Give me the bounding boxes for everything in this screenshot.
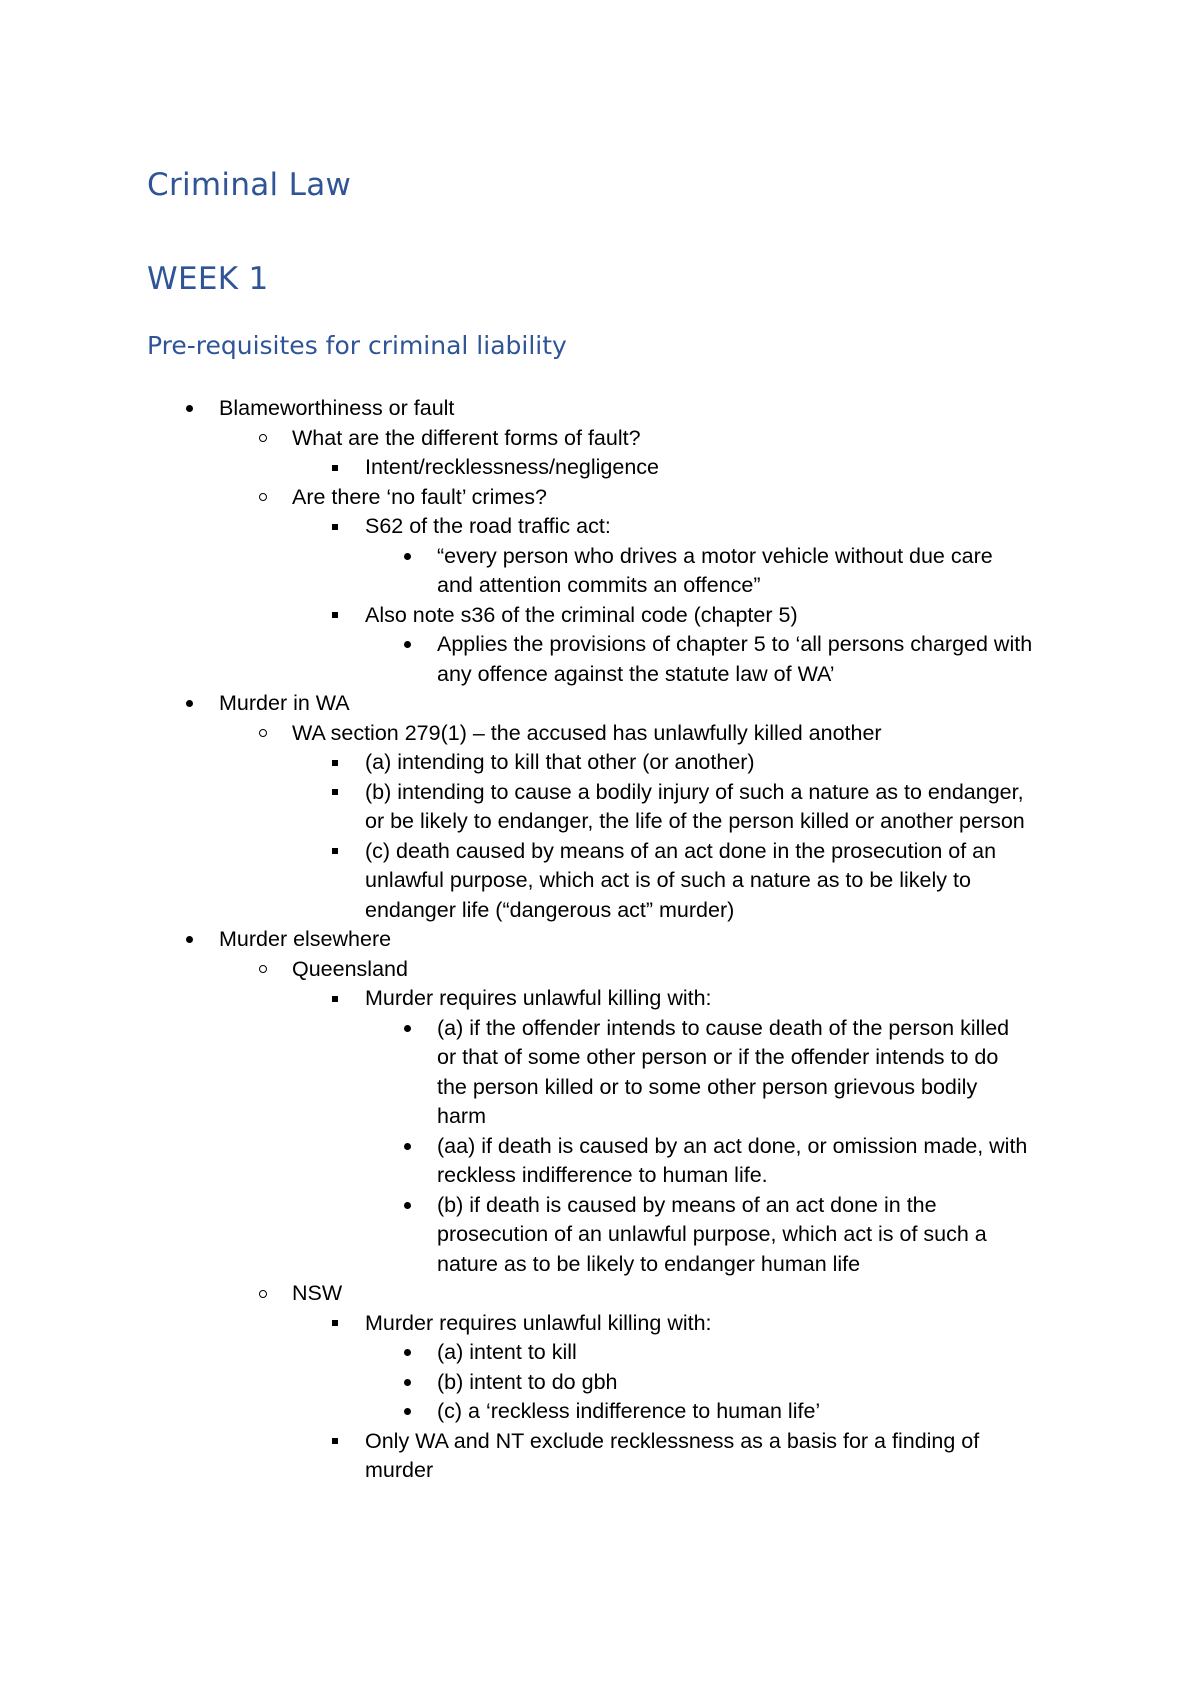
bullet-dot-icon <box>401 1338 413 1368</box>
list-item: (c) death caused by means of an act done in the prosecution of an unlawful purpose, which act is of such a nature as to be likely to endanger life (“dangerous act” murder) <box>0 837 1200 926</box>
list-item: Murder elsewhere <box>0 925 1200 955</box>
bullet-dot-icon <box>401 1014 413 1044</box>
list-item: (b) if death is caused by means of an act done in the prosecution of an unlawful purpose, which act is of such a nature as to be likely to endanger human life <box>0 1191 1200 1280</box>
list-item: (a) intent to kill <box>0 1338 1200 1368</box>
bullet-dot-icon <box>401 1397 413 1427</box>
bullet-square-icon <box>329 1309 341 1339</box>
list-item: (b) intent to do gbh <box>0 1368 1200 1398</box>
bullet-dot-icon <box>401 542 413 572</box>
list-item: Murder requires unlawful killing with: <box>0 984 1200 1014</box>
bullet-dot-icon <box>401 630 413 660</box>
bullet-square-icon <box>329 601 341 631</box>
bullet-circle-icon <box>257 483 269 513</box>
bullet-dot-icon <box>183 689 195 719</box>
bullet-square-icon <box>329 778 341 808</box>
document-title: Criminal Law <box>147 167 352 203</box>
outline-list <box>0 394 1200 1486</box>
bullet-square-icon <box>329 837 341 867</box>
list-item: NSW <box>0 1279 1200 1309</box>
list-item: Blameworthiness or fault <box>0 394 1200 424</box>
list-item: S62 of the road traffic act: <box>0 512 1200 542</box>
bullet-circle-icon <box>257 955 269 985</box>
list-item: Intent/recklessness/negligence <box>0 453 1200 483</box>
list-item: Murder in WA <box>0 689 1200 719</box>
bullet-square-icon <box>329 984 341 1014</box>
list-item: Are there ‘no fault’ crimes? <box>0 483 1200 513</box>
list-item: What are the different forms of fault? <box>0 424 1200 454</box>
list-item: (aa) if death is caused by an act done, or omission made, with reckless indifference to human life. <box>0 1132 1200 1191</box>
list-item: (a) if the offender intends to cause death of the person killed or that of some other person or if the offender intends to do the person killed or to some other person grievous bodily harm <box>0 1014 1200 1132</box>
bullet-dot-icon <box>401 1191 413 1221</box>
week-heading: WEEK 1 <box>147 261 269 297</box>
bullet-circle-icon <box>257 719 269 749</box>
list-item: Only WA and NT exclude recklessness as a basis for a finding of murder <box>0 1427 1200 1486</box>
bullet-dot-icon <box>401 1368 413 1398</box>
bullet-dot-icon <box>401 1132 413 1162</box>
list-item: Applies the provisions of chapter 5 to ‘all persons charged with any offence against the statute law of WA’ <box>0 630 1200 689</box>
bullet-dot-icon <box>183 925 195 955</box>
list-item: Queensland <box>0 955 1200 985</box>
list-item: Murder requires unlawful killing with: <box>0 1309 1200 1339</box>
bullet-square-icon <box>329 453 341 483</box>
section-heading: Pre-requisites for criminal liability <box>147 331 567 360</box>
bullet-dot-icon <box>183 394 195 424</box>
list-item: Also note s36 of the criminal code (chapter 5) <box>0 601 1200 631</box>
bullet-circle-icon <box>257 1279 269 1309</box>
list-item: (c) a ‘reckless indifference to human life’ <box>0 1397 1200 1427</box>
list-item: (b) intending to cause a bodily injury of such a nature as to endanger, or be likely to endanger, the life of the person killed or another person <box>0 778 1200 837</box>
bullet-square-icon <box>329 512 341 542</box>
bullet-circle-icon <box>257 424 269 454</box>
list-item: WA section 279(1) – the accused has unlawfully killed another <box>0 719 1200 749</box>
bullet-square-icon <box>329 1427 341 1457</box>
list-item: (a) intending to kill that other (or another) <box>0 748 1200 778</box>
list-item: “every person who drives a motor vehicle without due care and attention commits an offence” <box>0 542 1200 601</box>
bullet-square-icon <box>329 748 341 778</box>
